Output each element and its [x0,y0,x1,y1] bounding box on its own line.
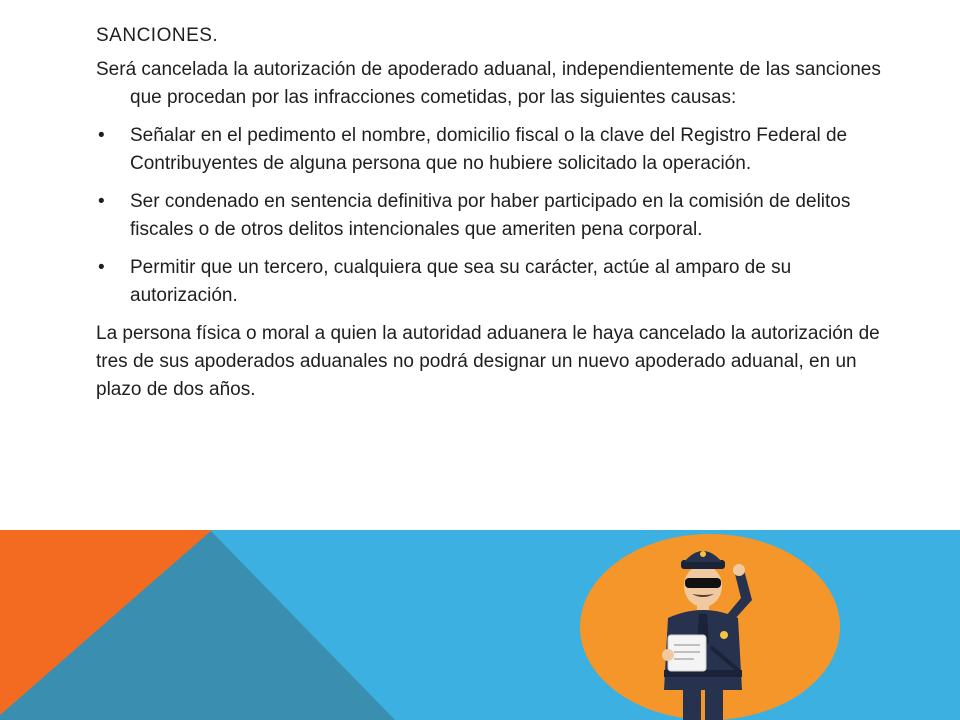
decorative-footer-band [0,530,960,720]
list-item [96,254,886,310]
slide-title: SANCIONES. [96,25,219,46]
bullet-text: Permitir que un tercero, cualquiera que sea su carácter, actúe al amparo de su autorización. [130,257,792,306]
bullet-marker: • [98,191,105,212]
closing-paragraph: La persona física o moral a quien la autoridad aduanera le haya cancelado la autorización de tres de sus apoderados aduanales no podrá designar un nuevo apoderado aduanal, en un plazo de dos años. [96,323,880,400]
causes-list [96,122,886,310]
customs-officer-saluting-icon [580,534,840,720]
bullet-text: Señalar en el pedimento el nombre, domicilio fiscal o la clave del Registro Federal de Contribuyentes de alguna persona que no hubiere solicitado la operación. [130,125,848,174]
bullet-marker: • [98,257,105,278]
bullet-marker: • [98,125,105,146]
list-item [96,188,886,244]
footer-graphics [0,530,960,720]
intro-paragraph: Será cancelada la autorización de apoderado aduanal, independientemente de las sanciones que procedan por las infracciones cometidas, por las siguientes causas: [96,59,881,108]
list-item [96,122,886,178]
slide-body [96,22,886,414]
bullet-text: Ser condenado en sentencia definitiva por haber participado en la comisión de delitos fiscales o de otros delitos intencionales que ameriten pena corporal. [130,191,851,240]
